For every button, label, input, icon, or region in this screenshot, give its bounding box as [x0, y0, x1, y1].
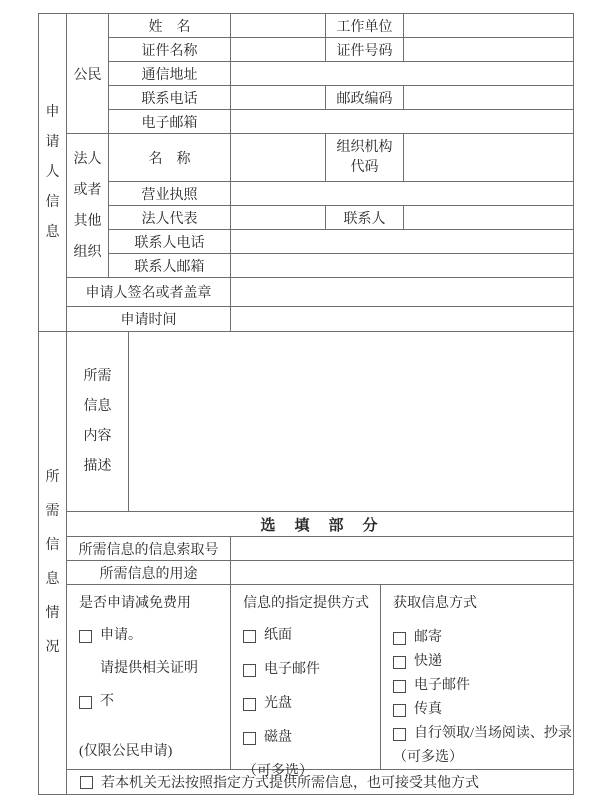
representative-value-cell[interactable]: [231, 206, 326, 230]
phone-label: 联系电话: [109, 86, 231, 110]
address-label: 通信地址: [109, 62, 231, 86]
provision-option-disk: [243, 728, 374, 748]
provision-cd-checkbox[interactable]: [243, 698, 256, 711]
organization-group-label: 法人或者其他组织: [67, 134, 109, 278]
contact-value-cell[interactable]: [404, 206, 574, 230]
date-value-cell[interactable]: [231, 307, 574, 332]
org-code-value-cell[interactable]: [404, 134, 574, 182]
purpose-value-cell[interactable]: [231, 561, 574, 585]
fallback-note-cell: [67, 770, 574, 795]
obtain-mail-checkbox[interactable]: [393, 632, 406, 645]
contact-phone-value-cell[interactable]: [231, 230, 574, 254]
work-unit-value-cell[interactable]: [404, 14, 574, 38]
org-code-label: 组织机构 代码: [326, 134, 404, 182]
license-label: 营业执照: [109, 182, 231, 206]
name-label: 姓 名: [109, 14, 231, 38]
obtain-title: 获取信息方式: [393, 596, 477, 611]
fee-no-option: [79, 692, 224, 712]
org-name-value-cell[interactable]: [231, 134, 326, 182]
provision-disk-checkbox[interactable]: [243, 732, 256, 745]
description-label: 所需信息内容描述: [67, 332, 129, 512]
obtain-option-fax: [393, 700, 567, 720]
email-value-cell[interactable]: [231, 110, 574, 134]
index-number-label: 所需信息的信息索取号: [67, 537, 231, 561]
applicant-info-table: [38, 13, 574, 332]
signature-label: 申请人签名或者盖章: [67, 278, 231, 307]
provision-option-cd: [243, 694, 374, 714]
fee-no-label: 不: [100, 694, 114, 709]
work-unit-label: 工作单位: [326, 14, 404, 38]
provision-option-paper: [243, 626, 374, 646]
option-label: 纸面: [264, 628, 292, 643]
id-name-label: 证件名称: [109, 38, 231, 62]
obtain-option-express: [393, 652, 567, 672]
provision-paper-checkbox[interactable]: [243, 630, 256, 643]
obtain-option-selfpickup: [393, 724, 572, 744]
option-label: 电子邮件: [264, 662, 320, 677]
request-info-table: [38, 331, 574, 795]
option-label: 光盘: [264, 696, 292, 711]
purpose-label: 所需信息的用途: [67, 561, 231, 585]
fallback-checkbox[interactable]: [80, 776, 93, 789]
obtain-option-mail: [393, 628, 567, 648]
postcode-value-cell[interactable]: [404, 86, 574, 110]
fee-apply-label: 申请。: [100, 628, 142, 643]
provision-title: 信息的指定提供方式: [243, 596, 369, 611]
id-number-value-cell[interactable]: [404, 38, 574, 62]
option-label: 磁盘: [264, 730, 292, 745]
obtain-footnote: （可多选）: [393, 750, 463, 765]
application-form: [38, 13, 573, 795]
option-label: 电子邮件: [414, 678, 470, 693]
fee-waiver-cell: [67, 585, 231, 770]
obtain-method-cell: [381, 585, 574, 770]
postcode-label: 邮政编码: [326, 86, 404, 110]
fallback-note-label: 若本机关无法按照指定方式提供所需信息，也可接受其他方式: [101, 776, 479, 791]
obtain-fax-checkbox[interactable]: [393, 704, 406, 717]
fee-waiver-title: 是否申请减免费用: [79, 596, 191, 611]
obtain-selfpickup-checkbox[interactable]: [393, 728, 406, 741]
option-label: 传真: [414, 702, 442, 717]
fee-no-checkbox[interactable]: [79, 696, 92, 709]
description-value-cell[interactable]: [129, 332, 574, 512]
provision-option-email: [243, 660, 374, 680]
provision-email-checkbox[interactable]: [243, 664, 256, 677]
id-name-value-cell[interactable]: [231, 38, 326, 62]
contact-label: 联系人: [326, 206, 404, 230]
option-label: 快递: [414, 654, 442, 669]
option-label: 自行领取/当场阅读、抄录: [414, 726, 572, 741]
obtain-option-email: [393, 676, 567, 696]
contact-phone-label: 联系人电话: [109, 230, 231, 254]
request-section-label: 所需信息情况: [39, 332, 67, 795]
index-number-value-cell[interactable]: [231, 537, 574, 561]
contact-email-value-cell[interactable]: [231, 254, 574, 278]
address-value-cell[interactable]: [231, 62, 574, 86]
phone-value-cell[interactable]: [231, 86, 326, 110]
fee-footnote: (仅限公民申请): [79, 744, 173, 759]
citizen-group-label: 公民: [67, 14, 109, 134]
id-number-label: 证件号码: [326, 38, 404, 62]
name-value-cell[interactable]: [231, 14, 326, 38]
obtain-email-checkbox[interactable]: [393, 680, 406, 693]
fee-apply-note: 请提供相关证明: [100, 661, 198, 676]
fee-apply-checkbox[interactable]: [79, 630, 92, 643]
fee-apply-option: [79, 626, 224, 646]
representative-label: 法人代表: [109, 206, 231, 230]
email-label: 电子邮箱: [109, 110, 231, 134]
contact-email-label: 联系人邮箱: [109, 254, 231, 278]
provision-method-cell: [231, 585, 381, 779]
date-label: 申请时间: [67, 307, 231, 332]
license-value-cell[interactable]: [231, 182, 574, 206]
signature-value-cell[interactable]: [231, 278, 574, 307]
org-name-label: 名 称: [109, 134, 231, 182]
provision-footnote: （可多选）: [243, 764, 313, 779]
obtain-express-checkbox[interactable]: [393, 656, 406, 669]
option-label: 邮寄: [414, 630, 442, 645]
optional-section-header: 选 填 部 分: [67, 512, 574, 537]
applicant-section-label: 申请人信息: [39, 14, 67, 332]
